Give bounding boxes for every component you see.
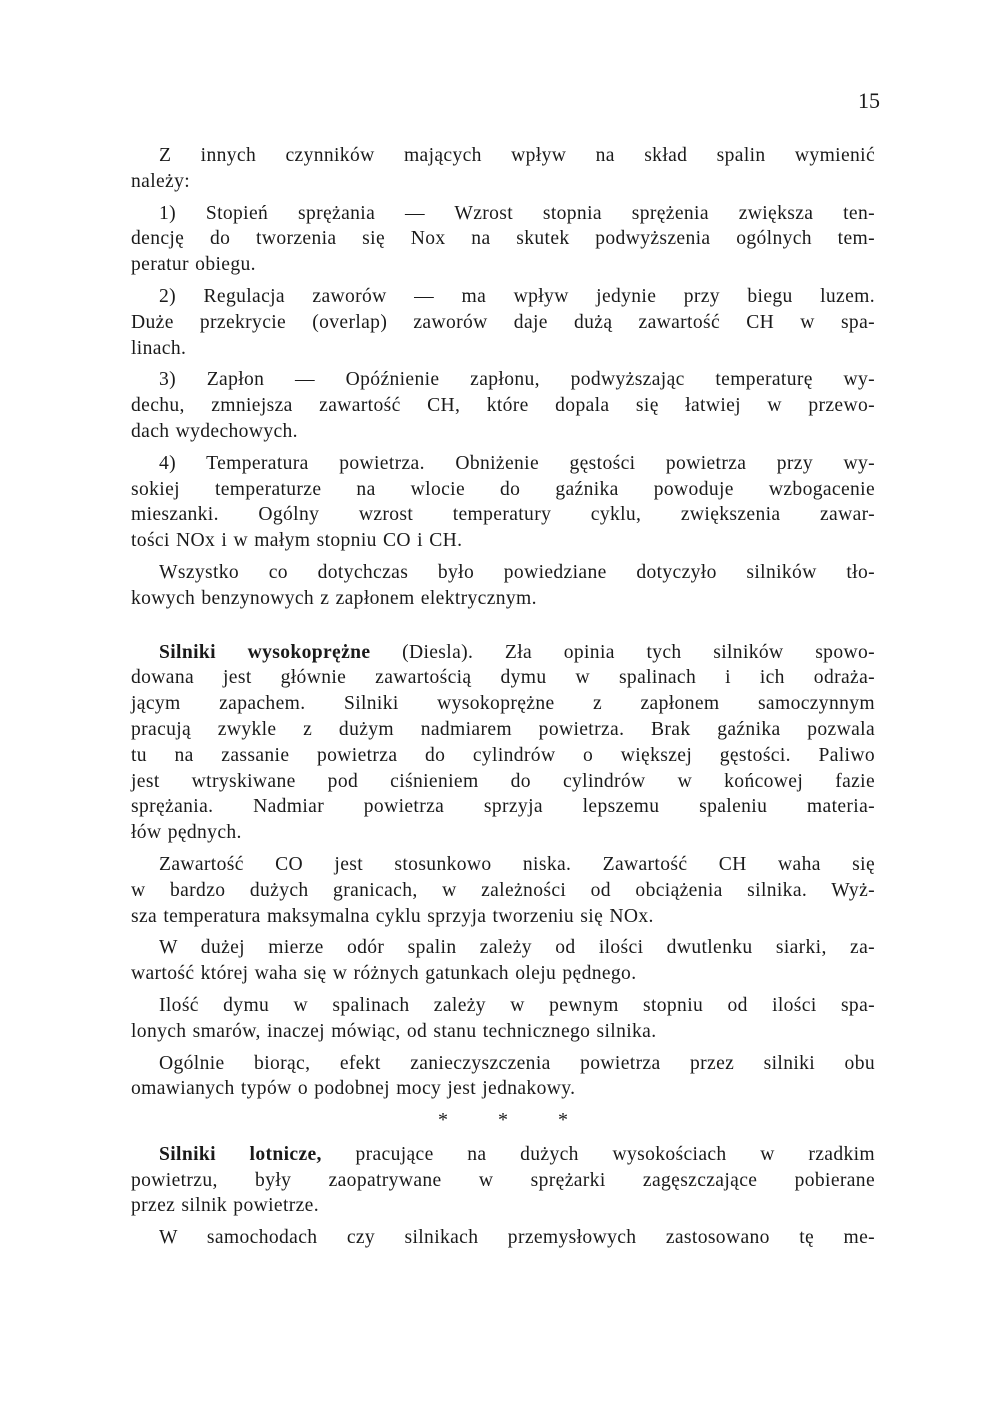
paragraph — [131, 367, 875, 444]
paragraph-line: w bardzo dużych granicach, w zależności od obciążenia silnika. Wyż- — [131, 879, 875, 901]
paragraph — [131, 201, 875, 278]
paragraph-line: 3) Zapłon — Opóźnienie zapłonu, podwyższając temperaturę wy- — [159, 369, 875, 391]
paragraph-line: Ilość dymu w spalinach zależy w pewnym stopniu od ilości spa- — [159, 994, 875, 1016]
heading-line-rest: (Diesla). Zła opinia tych silników spowo- — [370, 641, 875, 663]
paragraph — [131, 451, 875, 554]
section-heading-aviation: Silniki lotnicze, — [159, 1143, 322, 1165]
paragraph-line: sprężania. Nadmiar powietrza sprzyja lepszemu spaleniu materia- — [131, 796, 875, 818]
section-heading-diesel: Silniki wysokoprężne — [159, 641, 371, 663]
paragraph-line: wartość której waha się w różnych gatunkach oleju pędnego. — [131, 963, 637, 985]
paragraph-line: peratur obiegu. — [131, 254, 256, 276]
paragraph-line — [131, 640, 875, 666]
paragraph-line: 2) Regulacja zaworów — ma wpływ jedynie przy biegu luzem. — [159, 285, 875, 307]
diesel-section — [131, 640, 875, 1103]
paragraph — [131, 284, 875, 361]
aviation-section — [131, 1142, 875, 1251]
page-number: 15 — [858, 88, 880, 113]
paragraph-line: Wszystko co dotychczas było powiedziane dotyczyło silników tło- — [159, 561, 875, 583]
paragraph-line: tu na zassanie powietrza do cylindrów o większej gęstości. Paliwo — [131, 744, 875, 766]
paragraph-line: 4) Temperatura powietrza. Obniżenie gęstości powietrza przy wy- — [159, 452, 875, 474]
diesel-intro-paragraph — [131, 640, 875, 846]
paragraph-line: pracują zwykle z dużym nadmiarem powietrza. Brak gaźnika pozwala — [131, 718, 875, 740]
page-body — [131, 143, 875, 1257]
paragraph — [131, 852, 875, 929]
paragraph — [131, 1051, 875, 1103]
paragraph-line: powietrzu, były zaopatrywane w sprężarki zagęszczające pobierane — [131, 1169, 875, 1191]
paragraph-line: dowana jest głównie zawartością dymu w spalinach i ich odraża- — [131, 667, 875, 689]
paragraph-line: Z innych czynników mających wpływ na skład spalin wymienić — [159, 145, 875, 166]
heading-line-rest: pracujące na dużych wysokościach w rzadkim — [321, 1143, 875, 1165]
paragraph-line: sza temperatura maksymalna cyklu sprzyja tworzeniu się NOx. — [131, 905, 654, 927]
paragraph-line: mieszanki. Ogólny wzrost temperatury cyklu, zwiększenia zawar- — [131, 504, 875, 526]
paragraph-line: linach. — [131, 337, 187, 359]
paragraph-line: Duże przekrycie (overlap) zaworów daje dużą zawartość CH w spa- — [131, 311, 875, 333]
aviation-paragraph — [131, 1142, 875, 1219]
paragraph-line: W dużej mierze odór spalin zależy od ilości dwutlenku siarki, za- — [159, 937, 875, 959]
paragraph-line: W samochodach czy silnikach przemysłowych zastosowano tę me- — [159, 1227, 875, 1249]
paragraph-line: przez silnik powietrze. — [131, 1195, 319, 1217]
section-separator: * * * — [438, 1109, 590, 1132]
paragraph-line: dechu, zmniejsza zawartość CH, które dopala się łatwiej w przewo- — [131, 395, 875, 417]
paragraph-line: dencję do tworzenia się Nox na skutek podwyższenia ogólnych tem- — [131, 228, 875, 250]
paragraph-line: łów pędnych. — [131, 822, 242, 844]
paragraph-line — [131, 1142, 875, 1168]
paragraph-line: należy: — [131, 170, 191, 192]
intro-section — [131, 143, 875, 612]
paragraph-line: Zawartość CO jest stosunkowo niska. Zawartość CH waha się — [159, 853, 875, 875]
paragraph — [131, 560, 875, 612]
paragraph-line: jącym zapachem. Silniki wysokoprężne z zapłonem samoczynnym — [131, 693, 875, 715]
paragraph-line: jest wtryskiwane pod ciśnieniem do cylindrów w końcowej fazie — [131, 770, 875, 792]
final-paragraph — [131, 1225, 875, 1251]
paragraph — [131, 993, 875, 1045]
paragraph — [131, 143, 875, 195]
paragraph-line: kowych benzynowych z zapłonem elektrycznym. — [131, 587, 537, 609]
paragraph-line: sokiej temperaturze na wlocie do gaźnika powoduje wzbogacenie — [131, 478, 875, 500]
paragraph-line: tości NOx i w małym stopniu CO i CH. — [131, 530, 463, 552]
paragraph — [131, 935, 875, 987]
paragraph-line: Ogólnie biorąc, efekt zanieczyszczenia powietrza przez silniki obu — [159, 1052, 875, 1074]
paragraph-line: dach wydechowych. — [131, 420, 298, 442]
paragraph-line: lonych smarów, inaczej mówiąc, od stanu technicznego silnika. — [131, 1020, 657, 1042]
paragraph-line: 1) Stopień sprężania — Wzrost stopnia sprężenia zwiększa ten- — [159, 202, 875, 224]
paragraph-line: omawianych typów o podobnej mocy jest jednakowy. — [131, 1078, 576, 1100]
